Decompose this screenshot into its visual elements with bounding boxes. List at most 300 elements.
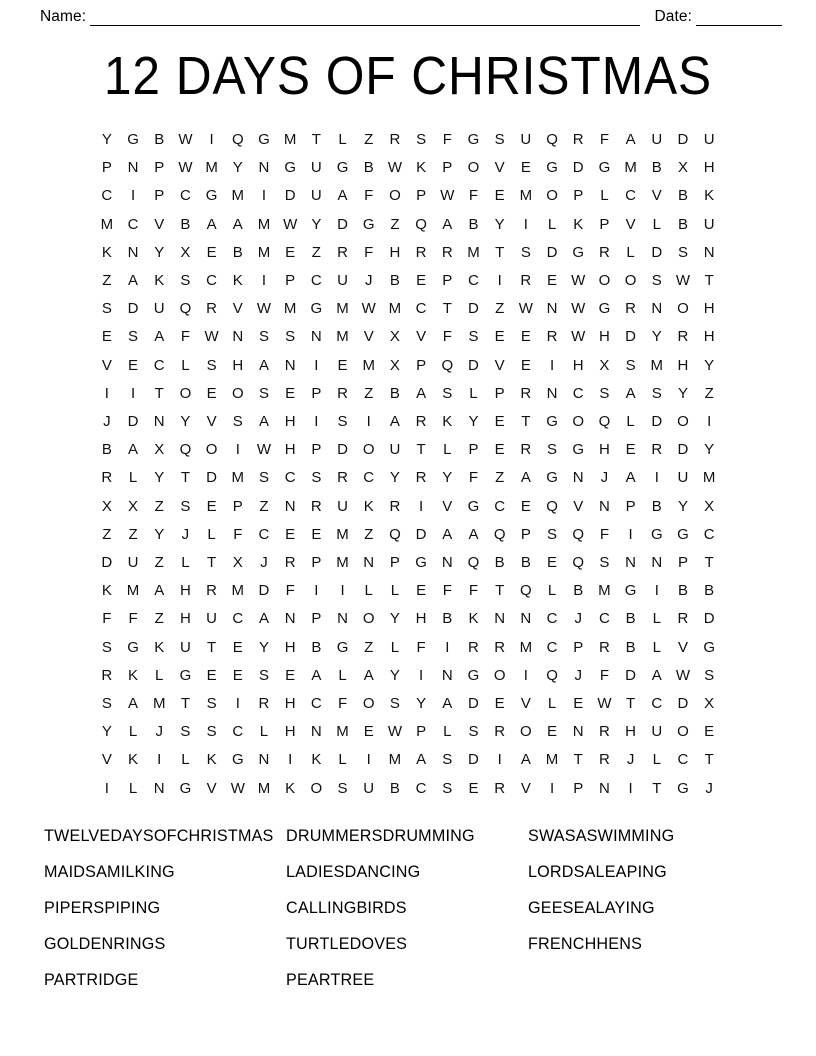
grid-cell[interactable]: J bbox=[181, 525, 190, 543]
grid-cell[interactable]: W bbox=[283, 215, 298, 233]
grid-cell[interactable]: W bbox=[230, 779, 245, 797]
grid-cell[interactable]: H bbox=[284, 413, 296, 431]
grid-cell[interactable]: A bbox=[520, 469, 531, 487]
grid-cell[interactable]: J bbox=[260, 554, 268, 572]
grid-cell[interactable]: P bbox=[389, 554, 400, 572]
grid-cell[interactable]: R bbox=[598, 723, 610, 741]
grid-cell[interactable]: V bbox=[363, 328, 374, 346]
grid-cell[interactable]: G bbox=[467, 131, 480, 148]
grid-cell[interactable]: X bbox=[599, 356, 610, 374]
grid-cell[interactable]: A bbox=[625, 469, 636, 487]
grid-cell[interactable]: N bbox=[284, 356, 296, 374]
grid-cell[interactable]: K bbox=[442, 413, 453, 431]
grid-cell[interactable]: T bbox=[626, 695, 636, 713]
grid-cell[interactable]: Q bbox=[179, 300, 192, 318]
grid-cell[interactable]: E bbox=[232, 666, 243, 684]
grid-cell[interactable]: G bbox=[624, 582, 637, 600]
grid-cell[interactable]: P bbox=[625, 497, 636, 515]
grid-cell[interactable]: A bbox=[154, 328, 165, 346]
grid-cell[interactable]: U bbox=[363, 779, 375, 797]
grid-cell[interactable]: Z bbox=[154, 610, 164, 628]
grid-cell[interactable]: H bbox=[284, 638, 296, 656]
grid-cell[interactable]: F bbox=[599, 666, 609, 684]
grid-cell[interactable]: J bbox=[574, 666, 582, 684]
grid-cell[interactable]: D bbox=[625, 328, 637, 346]
grid-cell[interactable]: I bbox=[497, 751, 502, 769]
grid-cell[interactable]: K bbox=[468, 610, 479, 628]
grid-cell[interactable]: N bbox=[310, 723, 322, 741]
grid-cell[interactable]: F bbox=[468, 187, 479, 205]
grid-cell[interactable]: N bbox=[703, 243, 715, 261]
grid-cell[interactable]: Y bbox=[101, 131, 112, 148]
grid-cell[interactable]: O bbox=[520, 723, 532, 741]
grid-cell[interactable]: M bbox=[388, 751, 402, 769]
grid-cell[interactable]: A bbox=[154, 582, 165, 600]
grid-cell[interactable]: N bbox=[127, 243, 139, 261]
grid-cell[interactable]: A bbox=[258, 413, 269, 431]
grid-cell[interactable]: Y bbox=[232, 159, 243, 177]
grid-cell[interactable]: E bbox=[494, 413, 505, 431]
grid-cell[interactable]: C bbox=[284, 469, 296, 487]
grid-cell[interactable]: R bbox=[520, 384, 532, 402]
grid-cell[interactable]: Z bbox=[128, 525, 138, 543]
grid-cell[interactable]: B bbox=[468, 215, 479, 233]
grid-cell[interactable]: I bbox=[130, 187, 136, 205]
grid-cell[interactable]: K bbox=[128, 666, 139, 684]
grid-cell[interactable]: S bbox=[180, 497, 191, 515]
grid-cell[interactable]: D bbox=[284, 187, 296, 205]
grid-cell[interactable]: N bbox=[572, 469, 584, 487]
grid-cell[interactable]: F bbox=[599, 525, 609, 543]
grid-cell[interactable]: O bbox=[598, 272, 611, 290]
grid-cell[interactable]: W bbox=[440, 187, 455, 205]
grid-cell[interactable]: Z bbox=[495, 300, 505, 318]
grid-cell[interactable]: U bbox=[153, 300, 165, 318]
grid-cell[interactable]: K bbox=[285, 779, 296, 797]
grid-cell[interactable]: U bbox=[206, 610, 218, 628]
grid-cell[interactable]: T bbox=[207, 554, 217, 572]
grid-cell[interactable]: G bbox=[258, 131, 270, 148]
grid-cell[interactable]: U bbox=[337, 497, 348, 515]
grid-cell[interactable]: X bbox=[704, 695, 715, 713]
grid-cell[interactable]: I bbox=[419, 666, 424, 684]
grid-cell[interactable]: H bbox=[284, 723, 296, 741]
grid-cell[interactable]: R bbox=[206, 582, 218, 600]
grid-cell[interactable]: K bbox=[101, 582, 112, 600]
grid-cell[interactable]: N bbox=[651, 554, 663, 572]
grid-cell[interactable]: I bbox=[288, 751, 293, 769]
grid-cell[interactable]: B bbox=[704, 582, 715, 600]
grid-cell[interactable]: Y bbox=[677, 384, 688, 402]
grid-cell[interactable]: R bbox=[337, 384, 348, 402]
grid-cell[interactable]: Q bbox=[598, 413, 611, 431]
grid-cell[interactable]: V bbox=[101, 356, 112, 374]
grid-cell[interactable]: C bbox=[232, 723, 244, 741]
grid-cell[interactable]: Y bbox=[101, 723, 112, 741]
grid-cell[interactable]: S bbox=[599, 554, 610, 572]
grid-cell[interactable]: S bbox=[101, 695, 112, 713]
grid-cell[interactable]: N bbox=[546, 300, 558, 318]
grid-cell[interactable]: E bbox=[494, 441, 505, 459]
grid-cell[interactable]: V bbox=[416, 328, 427, 346]
grid-cell[interactable]: S bbox=[468, 328, 479, 346]
grid-cell[interactable]: I bbox=[261, 187, 267, 205]
grid-cell[interactable]: N bbox=[572, 723, 584, 741]
grid-cell[interactable]: D bbox=[572, 159, 584, 177]
word-search-grid[interactable] bbox=[94, 126, 723, 803]
grid-cell[interactable]: D bbox=[206, 469, 218, 487]
word-list-item[interactable]: GOLDENRINGS bbox=[44, 933, 166, 953]
grid-cell[interactable]: V bbox=[232, 300, 243, 318]
grid-cell[interactable]: I bbox=[157, 751, 162, 769]
grid-cell[interactable]: L bbox=[181, 554, 190, 572]
grid-cell[interactable]: G bbox=[362, 215, 375, 233]
grid-cell[interactable]: J bbox=[103, 413, 111, 431]
word-list-item[interactable]: LORDSALEAPING bbox=[528, 861, 667, 881]
grid-cell[interactable]: M bbox=[598, 582, 611, 600]
grid-cell[interactable]: G bbox=[127, 131, 139, 148]
grid-cell[interactable]: K bbox=[704, 187, 715, 205]
grid-cell[interactable]: K bbox=[154, 272, 165, 290]
grid-cell[interactable]: I bbox=[654, 582, 659, 600]
grid-cell[interactable]: Y bbox=[468, 413, 479, 431]
grid-cell[interactable]: Q bbox=[546, 497, 558, 515]
grid-cell[interactable]: E bbox=[285, 384, 296, 402]
grid-cell[interactable]: S bbox=[311, 469, 322, 487]
grid-cell[interactable]: V bbox=[206, 413, 217, 431]
grid-cell[interactable]: P bbox=[599, 215, 610, 233]
grid-cell[interactable]: D bbox=[468, 300, 479, 318]
grid-cell[interactable]: P bbox=[416, 187, 427, 205]
grid-cell[interactable]: G bbox=[572, 441, 585, 459]
grid-cell[interactable]: X bbox=[128, 497, 139, 515]
grid-cell[interactable]: N bbox=[258, 159, 270, 177]
grid-cell[interactable]: S bbox=[180, 272, 191, 290]
grid-cell[interactable]: L bbox=[652, 638, 661, 656]
grid-cell[interactable]: C bbox=[598, 610, 610, 628]
grid-cell[interactable]: L bbox=[547, 582, 557, 600]
grid-cell[interactable]: H bbox=[232, 356, 244, 374]
grid-cell[interactable]: T bbox=[154, 384, 164, 402]
grid-cell[interactable]: R bbox=[677, 610, 689, 628]
grid-cell[interactable]: E bbox=[101, 328, 112, 346]
grid-cell[interactable]: O bbox=[467, 159, 480, 177]
grid-cell[interactable]: S bbox=[677, 243, 688, 261]
grid-cell[interactable]: H bbox=[179, 610, 191, 628]
grid-cell[interactable]: R bbox=[389, 131, 401, 148]
grid-cell[interactable]: L bbox=[626, 243, 635, 261]
grid-cell[interactable]: Z bbox=[390, 215, 400, 233]
grid-cell[interactable]: O bbox=[310, 779, 323, 797]
grid-cell[interactable]: E bbox=[520, 159, 531, 177]
grid-cell[interactable]: D bbox=[677, 695, 689, 713]
grid-cell[interactable]: R bbox=[337, 243, 348, 261]
grid-cell[interactable]: U bbox=[651, 723, 663, 741]
grid-cell[interactable]: F bbox=[102, 610, 112, 628]
grid-cell[interactable]: S bbox=[704, 666, 715, 684]
grid-cell[interactable]: R bbox=[625, 300, 637, 318]
grid-cell[interactable]: R bbox=[468, 638, 479, 656]
grid-cell[interactable]: S bbox=[520, 243, 531, 261]
grid-cell[interactable]: T bbox=[180, 695, 190, 713]
grid-cell[interactable]: V bbox=[520, 695, 531, 713]
grid-cell[interactable]: S bbox=[468, 723, 479, 741]
grid-cell[interactable]: B bbox=[101, 441, 112, 459]
grid-cell[interactable]: Y bbox=[704, 441, 715, 459]
grid-cell[interactable]: P bbox=[442, 159, 453, 177]
grid-cell[interactable]: J bbox=[155, 723, 163, 741]
grid-cell[interactable]: G bbox=[205, 187, 218, 205]
grid-cell[interactable]: A bbox=[258, 610, 269, 628]
grid-cell[interactable]: F bbox=[442, 582, 452, 600]
grid-cell[interactable]: V bbox=[154, 215, 165, 233]
grid-cell[interactable]: E bbox=[625, 441, 636, 459]
grid-cell[interactable]: N bbox=[494, 610, 506, 628]
grid-cell[interactable]: Z bbox=[102, 525, 112, 543]
grid-cell[interactable]: R bbox=[651, 441, 663, 459]
grid-cell[interactable]: A bbox=[442, 695, 453, 713]
grid-cell[interactable]: A bbox=[232, 215, 243, 233]
grid-cell[interactable]: W bbox=[178, 159, 193, 177]
grid-cell[interactable]: B bbox=[520, 554, 531, 572]
grid-cell[interactable]: B bbox=[154, 131, 165, 148]
grid-cell[interactable]: I bbox=[104, 779, 109, 797]
grid-cell[interactable]: N bbox=[258, 751, 270, 769]
grid-cell[interactable]: G bbox=[284, 159, 296, 177]
grid-cell[interactable]: G bbox=[677, 779, 689, 797]
grid-cell[interactable]: G bbox=[415, 554, 427, 572]
grid-cell[interactable]: B bbox=[389, 272, 400, 290]
grid-cell[interactable]: H bbox=[703, 300, 715, 318]
grid-cell[interactable]: E bbox=[206, 497, 217, 515]
word-list-item[interactable]: FRENCHHENS bbox=[528, 933, 643, 953]
grid-cell[interactable]: C bbox=[415, 779, 427, 797]
grid-cell[interactable]: A bbox=[625, 384, 636, 402]
grid-cell[interactable]: O bbox=[624, 272, 637, 290]
grid-cell[interactable]: Y bbox=[154, 525, 165, 543]
grid-cell[interactable]: J bbox=[705, 779, 713, 797]
grid-cell[interactable]: G bbox=[336, 638, 349, 656]
grid-cell[interactable]: L bbox=[443, 441, 452, 459]
grid-cell[interactable]: H bbox=[284, 441, 296, 459]
grid-cell[interactable]: H bbox=[389, 243, 401, 261]
grid-cell[interactable]: R bbox=[441, 243, 453, 261]
grid-cell[interactable]: Q bbox=[179, 441, 192, 459]
grid-cell[interactable]: V bbox=[101, 751, 112, 769]
grid-cell[interactable]: I bbox=[654, 469, 659, 487]
grid-cell[interactable]: U bbox=[337, 272, 348, 290]
grid-cell[interactable]: N bbox=[441, 666, 453, 684]
grid-cell[interactable]: S bbox=[599, 384, 610, 402]
grid-cell[interactable]: L bbox=[338, 131, 347, 148]
grid-cell[interactable]: Z bbox=[364, 131, 374, 148]
grid-cell[interactable]: H bbox=[598, 328, 610, 346]
grid-cell[interactable]: C bbox=[494, 497, 506, 515]
grid-cell[interactable]: N bbox=[598, 779, 610, 797]
grid-cell[interactable]: Y bbox=[677, 497, 688, 515]
grid-cell[interactable]: I bbox=[261, 272, 267, 290]
grid-cell[interactable]: M bbox=[336, 554, 349, 572]
grid-cell[interactable]: K bbox=[573, 215, 584, 233]
grid-cell[interactable]: U bbox=[389, 441, 401, 459]
grid-cell[interactable]: N bbox=[625, 554, 637, 572]
grid-cell[interactable]: H bbox=[598, 441, 610, 459]
grid-cell[interactable]: Y bbox=[154, 469, 165, 487]
grid-cell[interactable]: W bbox=[361, 300, 376, 318]
grid-cell[interactable]: B bbox=[389, 384, 400, 402]
grid-cell[interactable]: S bbox=[206, 695, 217, 713]
grid-cell[interactable]: M bbox=[126, 582, 140, 600]
grid-cell[interactable]: O bbox=[677, 300, 689, 318]
grid-cell[interactable]: U bbox=[651, 131, 663, 148]
grid-cell[interactable]: S bbox=[651, 384, 662, 402]
grid-cell[interactable]: E bbox=[468, 779, 479, 797]
grid-cell[interactable]: K bbox=[416, 159, 427, 177]
grid-cell[interactable]: Q bbox=[520, 582, 532, 600]
grid-cell[interactable]: M bbox=[702, 469, 716, 487]
grid-cell[interactable]: L bbox=[652, 610, 661, 628]
grid-cell[interactable]: T bbox=[207, 638, 217, 656]
grid-cell[interactable]: A bbox=[520, 751, 531, 769]
grid-cell[interactable]: E bbox=[494, 187, 505, 205]
grid-cell[interactable]: Z bbox=[259, 497, 269, 515]
grid-cell[interactable]: B bbox=[625, 610, 636, 628]
grid-cell[interactable]: L bbox=[181, 356, 190, 374]
grid-cell[interactable]: C bbox=[546, 610, 558, 628]
grid-cell[interactable]: O bbox=[362, 441, 375, 459]
grid-cell[interactable]: G bbox=[310, 300, 323, 318]
grid-cell[interactable]: X bbox=[232, 554, 243, 572]
grid-cell[interactable]: M bbox=[283, 300, 297, 318]
grid-cell[interactable]: W bbox=[571, 272, 586, 290]
grid-cell[interactable]: I bbox=[314, 582, 319, 600]
grid-cell[interactable]: E bbox=[573, 695, 584, 713]
grid-cell[interactable]: A bbox=[416, 384, 427, 402]
grid-cell[interactable]: F bbox=[364, 187, 374, 205]
grid-cell[interactable]: V bbox=[494, 159, 505, 177]
grid-cell[interactable]: T bbox=[704, 554, 714, 572]
grid-cell[interactable]: E bbox=[494, 328, 505, 346]
grid-cell[interactable]: O bbox=[493, 666, 506, 684]
grid-cell[interactable]: F bbox=[416, 638, 426, 656]
word-list-item[interactable]: LADIESDANCING bbox=[286, 861, 421, 881]
grid-cell[interactable]: N bbox=[363, 554, 375, 572]
grid-cell[interactable]: G bbox=[336, 159, 349, 177]
grid-cell[interactable]: M bbox=[336, 525, 349, 543]
grid-cell[interactable]: U bbox=[310, 187, 322, 205]
grid-cell[interactable]: G bbox=[467, 666, 480, 684]
grid-cell[interactable]: G bbox=[572, 243, 585, 261]
grid-cell[interactable]: Y bbox=[651, 328, 662, 346]
grid-cell[interactable]: I bbox=[209, 131, 214, 148]
grid-cell[interactable]: K bbox=[311, 751, 322, 769]
grid-cell[interactable]: Z bbox=[154, 554, 164, 572]
grid-cell[interactable]: M bbox=[388, 300, 402, 318]
grid-cell[interactable]: E bbox=[704, 723, 715, 741]
grid-cell[interactable]: C bbox=[232, 610, 244, 628]
grid-cell[interactable]: N bbox=[441, 554, 453, 572]
grid-cell[interactable]: D bbox=[625, 666, 637, 684]
grid-cell[interactable]: U bbox=[127, 554, 139, 572]
grid-cell[interactable]: E bbox=[206, 384, 217, 402]
grid-cell[interactable]: R bbox=[337, 469, 348, 487]
grid-cell[interactable]: C bbox=[677, 751, 689, 769]
grid-cell[interactable]: O bbox=[677, 413, 689, 431]
grid-cell[interactable]: T bbox=[573, 751, 583, 769]
grid-cell[interactable]: C bbox=[310, 695, 322, 713]
grid-cell[interactable]: G bbox=[703, 638, 715, 656]
grid-cell[interactable]: R bbox=[206, 300, 218, 318]
grid-cell[interactable]: Y bbox=[389, 666, 400, 684]
grid-cell[interactable]: G bbox=[179, 666, 192, 684]
grid-cell[interactable]: Q bbox=[389, 525, 401, 543]
grid-cell[interactable]: X bbox=[389, 328, 400, 346]
grid-cell[interactable]: Q bbox=[546, 666, 558, 684]
grid-cell[interactable]: C bbox=[703, 525, 715, 543]
grid-cell[interactable]: R bbox=[101, 666, 113, 684]
grid-cell[interactable]: C bbox=[310, 272, 322, 290]
grid-cell[interactable]: V bbox=[573, 497, 584, 515]
grid-cell[interactable]: R bbox=[572, 131, 584, 148]
grid-cell[interactable]: X bbox=[389, 356, 400, 374]
grid-cell[interactable]: Y bbox=[494, 215, 505, 233]
grid-cell[interactable]: Y bbox=[180, 413, 191, 431]
grid-cell[interactable]: M bbox=[467, 243, 480, 261]
grid-cell[interactable]: S bbox=[258, 328, 269, 346]
grid-cell[interactable]: E bbox=[416, 272, 427, 290]
grid-cell[interactable]: B bbox=[677, 187, 688, 205]
grid-cell[interactable]: H bbox=[625, 723, 637, 741]
grid-cell[interactable]: G bbox=[677, 525, 689, 543]
grid-cell[interactable]: S bbox=[101, 638, 112, 656]
grid-cell[interactable]: H bbox=[415, 610, 427, 628]
grid-cell[interactable]: E bbox=[416, 582, 427, 600]
grid-cell[interactable]: N bbox=[232, 328, 244, 346]
word-list-item[interactable]: MAIDSAMILKING bbox=[44, 861, 175, 881]
grid-cell[interactable]: P bbox=[416, 723, 427, 741]
grid-cell[interactable]: Y bbox=[416, 695, 427, 713]
grid-cell[interactable]: N bbox=[337, 610, 348, 628]
grid-cell[interactable]: B bbox=[677, 215, 688, 233]
grid-cell[interactable]: I bbox=[366, 413, 371, 431]
grid-cell[interactable]: C bbox=[258, 525, 270, 543]
grid-cell[interactable]: P bbox=[311, 384, 322, 402]
grid-cell[interactable]: Z bbox=[154, 497, 164, 515]
grid-cell[interactable]: M bbox=[336, 723, 349, 741]
grid-cell[interactable]: P bbox=[573, 187, 584, 205]
grid-cell[interactable]: L bbox=[600, 187, 609, 205]
grid-cell[interactable]: A bbox=[128, 695, 139, 713]
grid-cell[interactable]: Y bbox=[389, 610, 400, 628]
name-write-line[interactable] bbox=[90, 11, 640, 26]
grid-cell[interactable]: Y bbox=[154, 243, 165, 261]
grid-cell[interactable]: V bbox=[677, 638, 688, 656]
grid-cell[interactable]: R bbox=[677, 328, 689, 346]
grid-cell[interactable]: I bbox=[235, 441, 240, 459]
grid-cell[interactable]: Q bbox=[546, 131, 558, 148]
grid-cell[interactable]: T bbox=[704, 751, 714, 769]
grid-cell[interactable]: I bbox=[314, 413, 319, 431]
grid-cell[interactable]: I bbox=[235, 695, 240, 713]
grid-cell[interactable]: S bbox=[442, 384, 453, 402]
grid-cell[interactable]: W bbox=[571, 300, 586, 318]
grid-cell[interactable]: S bbox=[285, 328, 296, 346]
grid-cell[interactable]: E bbox=[520, 328, 531, 346]
grid-cell[interactable]: O bbox=[231, 384, 244, 402]
grid-cell[interactable]: H bbox=[572, 356, 584, 374]
grid-cell[interactable]: I bbox=[340, 582, 345, 600]
grid-cell[interactable]: E bbox=[285, 666, 296, 684]
